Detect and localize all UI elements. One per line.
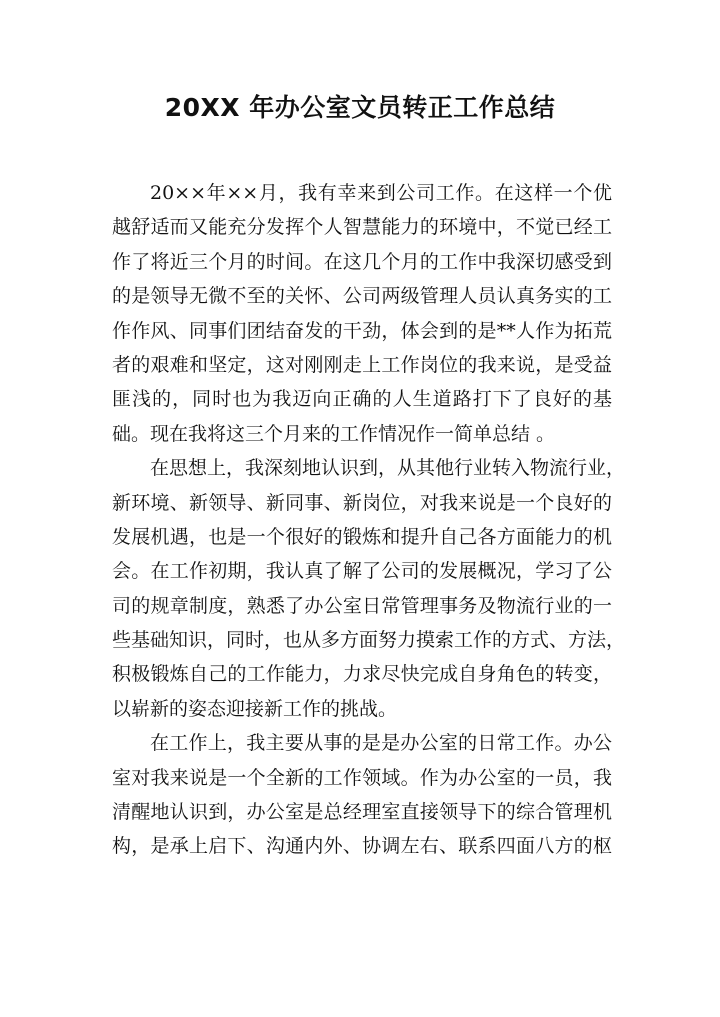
paragraph-line: 构，是承上启下、沟通内外、协调左右、联系四面八方的枢 — [112, 835, 612, 858]
paragraph-line: 在思想上，我深刻地认识到，从其他行业转入物流行业， — [150, 457, 626, 480]
paragraph-3 — [112, 726, 612, 864]
paragraph-line: 20××年××月，我有幸来到公司工作。在这样一个优 — [150, 182, 612, 204]
paragraph-line: 越舒适而又能充分发挥个人智慧能力的环境中，不觉已经工 — [112, 216, 612, 239]
paragraph-2 — [112, 451, 626, 726]
paragraph-line: 些基础知识，同时，也从多方面努力摸索工作的方式、方法， — [112, 629, 626, 652]
paragraph-1 — [112, 176, 612, 451]
paragraph-line: 作作风、同事们团结奋发的干劲，体会到的是**人作为拓荒 — [112, 319, 612, 342]
paragraph-line: 以崭新的姿态迎接新工作的挑战。 — [112, 697, 398, 720]
paragraph-line: 新环境、新领导、新同事、新岗位，对我来说是一个良好的 — [112, 491, 612, 514]
paragraph-line: 发展机遇，也是一个很好的锻炼和提升自己各方面能力的机 — [112, 525, 612, 548]
paragraph-line: 匪浅的，同时也为我迈向正确的人生道路打下了良好的基 — [112, 388, 612, 411]
paragraph-line: 者的艰难和坚定，这对刚刚走上工作岗位的我来说，是受益 — [112, 353, 612, 376]
paragraph-line: 司的规章制度，熟悉了办公室日常管理事务及物流行业的一 — [112, 594, 612, 617]
paragraph-line: 在工作上，我主要从事的是是办公室的日常工作。办公 — [150, 732, 612, 755]
document-body — [112, 176, 626, 864]
document-title: 20XX 年办公室文员转正工作总结 — [164, 93, 556, 122]
paragraph-line: 清醒地认识到，办公室是总经理室直接领导下的综合管理机 — [112, 801, 612, 824]
paragraph-line: 作了将近三个月的时间。在这几个月的工作中我深切感受到 — [112, 250, 612, 273]
paragraph-line: 会。在工作初期，我认真了解了公司的发展概况，学习了公 — [112, 560, 612, 583]
paragraph-line: 室对我来说是一个全新的工作领域。作为办公室的一员，我 — [112, 766, 612, 789]
paragraph-line: 积极锻炼自己的工作能力，力求尽快完成自身角色的转变， — [112, 663, 612, 686]
paragraph-line: 的是领导无微不至的关怀、公司两级管理人员认真务实的工 — [112, 285, 612, 308]
paragraph-line: 础。现在我将这三个月来的工作情况作一简单总结 。 — [112, 422, 556, 445]
